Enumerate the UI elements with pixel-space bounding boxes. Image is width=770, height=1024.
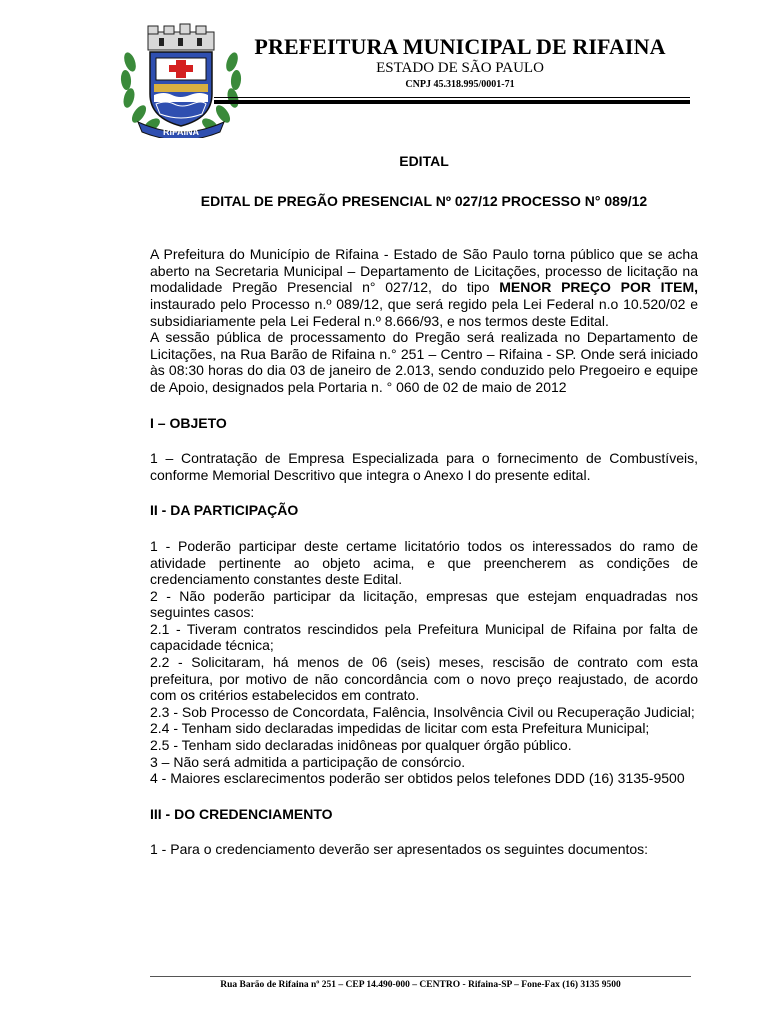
- footer-divider: [150, 976, 691, 977]
- mural-crown: [148, 24, 214, 50]
- header-divider-thick: [214, 100, 690, 104]
- footer-address: Rua Barão de Rifaina nº 251 – CEP 14.490-000 – CENTRO - Rifaina-SP – Fone-Fax (16) 3135 9500: [220, 980, 621, 990]
- municipality-title: PREFEITURA MUNICIPAL DE RIFAINA: [254, 34, 666, 59]
- section-participacao-title: II - DA PARTICIPAÇÃO: [150, 502, 299, 519]
- list-item: 3 – Não será admitida a participação de consórcio.: [150, 753, 466, 770]
- cnpj-number: CNPJ 45.318.995/0001-71: [405, 79, 515, 90]
- list-item: 2.2 - Solicitaram, há menos de 06 (seis) meses, rescisão de contrato com esta prefeitura, por motivo de não concordância com o novo preço reajustado, de acordo com os critérios estabelecidos em contrato.: [150, 654, 698, 704]
- list-item: 2.3 - Sob Processo de Concordata, Falência, Insolvência Civil ou Recuperação Judicial;: [150, 703, 695, 720]
- header-divider-thin: [214, 97, 690, 98]
- list-item: 4 - Maiores esclarecimentos poderão ser obtidos pelos telefones DDD (16) 3135-9500: [150, 770, 685, 787]
- list-item: 2.4 - Tenham sido declaradas impedidas de licitar com esta Prefeitura Municipal;: [150, 720, 650, 737]
- session-paragraph: A sessão pública de processamento do Pregão será realizada no Departamento de Licitações, na Rua Barão de Rifaina n.° 251 – Centro – Rifaina - SP. Onde será iniciado às 08:30 horas do dia 03 de janeiro de 2.013, sendo conduzido pelo Pregoeiro e equipe de Apoio, designados pela Portaria n. ° 060 de 02 de maio de 2012: [150, 329, 698, 395]
- list-item: 2.5 - Tenham sido declaradas inidôneas por qualquer órgão público.: [150, 737, 572, 754]
- section-credenciamento-text: 1 - Para o credenciamento deverão ser apresentados os seguintes documentos:: [150, 841, 649, 858]
- document-subheading: EDITAL DE PREGÃO PRESENCIAL Nº 027/12 PROCESSO N° 089/12: [200, 192, 648, 209]
- document-heading: EDITAL: [399, 153, 449, 169]
- award-criterion: MENOR PREÇO POR ITEM,: [499, 279, 699, 296]
- municipal-coat-of-arms: [114, 22, 248, 138]
- section-objeto-text: 1 – Contratação de Empresa Especializada para o fornecimento de Combustíveis, conforme Memorial Descritivo que integra o Anexo I do presente edital.: [150, 450, 698, 483]
- list-item: 2.1 - Tiveram contratos rescindidos pela Prefeitura Municipal de Rifaina por falta de capacidade técnica;: [150, 620, 698, 654]
- list-item: 1 - Poderão participar deste certame licitatório todos os interessados do ramo de atividade pertinente ao objeto acima, e que preencherem as condições de credenciamento constantes deste Edital.: [150, 537, 698, 588]
- letterhead: [0, 0, 770, 140]
- document-body: [150, 153, 698, 858]
- section-credenciamento-title: III - DO CREDENCIAMENTO: [150, 805, 333, 822]
- list-item: 2 - Não poderão participar da licitação, empresas que estejam enquadradas nos seguintes casos:: [150, 587, 698, 621]
- state-name: ESTADO DE SÃO PAULO: [376, 60, 544, 76]
- intro-paragraph: A Prefeitura do Município de Rifaina - Estado de São Paulo torna público que se acha aberto na Secretaria Municipal – Departamento de Licitações, processo de licitação na modalidade Pregão Presencial n° 027/12, do tipo MENOR PREÇO POR ITEM, instaurado pelo Processo n.º 089/12, que será regido pela Lei Federal n.o 10.520/02 e subsidiariamente pela Lei Federal n.º 8.666/93, e nos termos deste Edital.: [150, 246, 699, 329]
- crest-banner-text: RIFAINA: [163, 127, 199, 137]
- section-objeto-title: I – OBJETO: [150, 414, 227, 431]
